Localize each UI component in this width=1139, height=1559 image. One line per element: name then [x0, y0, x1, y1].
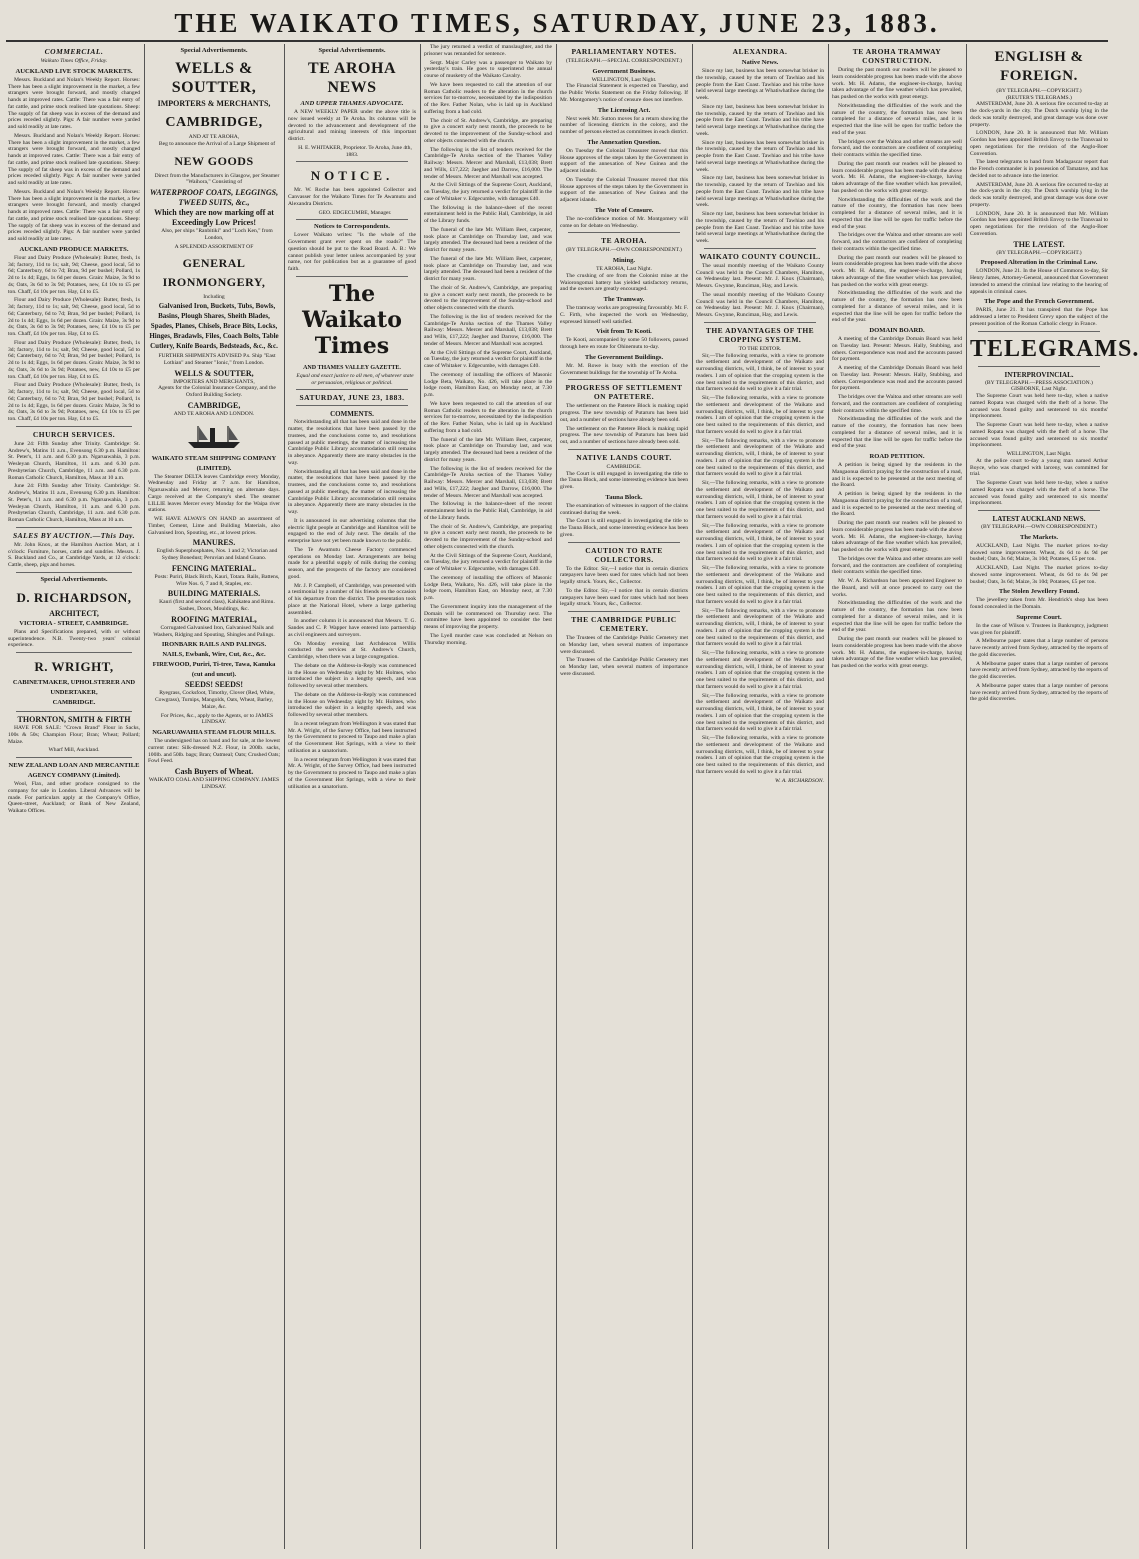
divider — [296, 405, 408, 406]
article-text: Notwithstanding all that has been said and done in the matter, the resolutions that have been passed by the trustees, and the conclusions come to, and resolutions passed at public meetings, the matter of increasing the Cambridge Public Library accommodation still remains in abeyance. Apparently there are many obstacles in the way. — [288, 468, 416, 515]
firm-subtitle: IMPORTERS & MERCHANTS, — [157, 99, 271, 108]
article-text: AUCKLAND, Last Night. The market prices to-day showed some improvement. Wheat, 4s 6d to 4s 9d per bushel; Oats, 3s 6d; Maize, 3s 10d; Potatoes, £5 per ton. — [970, 542, 1108, 563]
ad-text: The Steamer DELTA leaves Cambridge every Monday, Wednesday and Friday at 7 a.m. for Hamilton, Ngaruawahia and Mercer, returning on alternate days. Cargo received at the Company's shed. The steamer LILLIE leaves Mercer every Monday for the Waipa river stations. — [148, 473, 280, 514]
section-heading: NATIVE LANDS COURT. — [576, 452, 672, 462]
article-text: Notwithstanding the difficulties of the work and the nature of the country, the formation has now been completed for a distance of several miles, and it is expected that the line will be open for traffic before the end of the year. — [832, 102, 962, 136]
article-text: Mr. W. A. Richardson has been appointed Engineer to the Board, and will at once proceed to carry out the works. — [832, 578, 962, 598]
section-heading: SALES BY AUCTION.—This Day. — [12, 530, 136, 540]
divider — [704, 248, 816, 249]
article-heading: AUCKLAND LIVE STOCK MARKETS. — [15, 67, 133, 75]
divider — [704, 322, 816, 323]
divider — [568, 542, 680, 543]
article-text: The Supreme Court was held here to-day, when a native named Ropata was charged with the theft of a horse. The accused was found guilty and sentenced to six months' imprisonment. — [970, 393, 1108, 420]
article-text: Sir,—The following remarks, with a view to promote the settlement and development of the Waikato and surrounding districts, will, I think, be of interest to your readers. I am of opinion that the cropping system is the one best suited to the requirements of this district, and that farmers would do well to give it a fair trial. — [696, 480, 824, 520]
article-heading: Supreme Court. — [1016, 613, 1062, 621]
divider — [296, 276, 408, 277]
divider — [568, 449, 680, 450]
telegraph-credit: (TELEGRAPH.—SPECIAL CORRESPONDENT.) — [565, 58, 683, 64]
column-2 — [148, 44, 280, 1549]
article-text: The Te Awamutu Cheese Factory commenced operations on Monday last. Arrangements are being made for a plentiful supply of milk during the coming season, and the prospects of the factory are considered good. — [288, 546, 416, 580]
ad-text: Which they are now marking off at Exceedingly Low Prices! — [154, 208, 274, 227]
article-text: Mr. J. P. Campbell, of Cambridge, was presented with a testimonial by a number of his friends on the occasion of his departure from the district. The presentation took place at the National Hotel, where a large gathering assembled. — [288, 582, 416, 616]
article-text: The following is the list of tenders received for the Cambridge-Te Aroha section of the Thames Valley Railway: Messrs. Mercer and Marshall, £13,038; Brett and Wills, £17,222; Jaegher and Darrow, £16,000. The tender of Messrs. Mercer and Marshall was accepted. — [424, 146, 552, 180]
article-text: It is announced in our advertising columns that the electric light people at Cambridge and Hamilton will be engaged to the end of July next. The details of the enterprise have not yet been made known to the public. — [288, 517, 416, 544]
section-heading: PARLIAMENTARY NOTES. — [571, 47, 677, 56]
column-8 — [970, 44, 1139, 1549]
article-text: LONDON, June 21. In the House of Commons to-day, Sir Henry James, Attorney-General, announced that Government intended to amend the criminal law relating to the hearing of appeals in criminal cases. — [970, 268, 1108, 295]
article-text: Messrs. Buckland and Nolan's Weekly Report. Horses: There has been a slight improvement in the market, a few strangers were brought forward, and mostly changed hands at improved rates. Cattle: There was a fair entry of fat cattle, and prime stock realised late quotations. Sheep: The supply of fat sheep was in excess of the demand and prices receded slightly. Pigs: A fair number were yarded and sold readily at late rates. — [8, 132, 140, 186]
column-6 — [696, 44, 824, 1549]
ad-text: HAVE FOR SALE: "Crown Brand" Flour in Sacks, 100s & 50s; Champion Flour; Bran; Wheat; Pollard; Maize. — [8, 725, 140, 745]
ad-name: THORNTON, SMITH & FIRTH — [17, 715, 131, 724]
column-rule — [556, 44, 557, 1549]
article-text: The following is the balance-sheet of the recent entertainment held in the Public Hall, Cambridge, in aid of the Library funds. — [424, 501, 552, 521]
article-text: The Lyell murder case was concluded at Nelson on Thursday morning. — [424, 632, 552, 646]
telegraph-credit: (BY TELEGRAPH.—OWN CORRESPONDENT.) — [981, 524, 1097, 531]
ad-text: The undersigned has on hand and for sale, at the lowest current rates: Silk-dressed N.Z. Flour, in 200lb. sacks, 100lb. and 50lb. bags; Bran; Oatmeal; Oats; Crushed Oats; Fowl Feed. — [148, 738, 280, 765]
article-text: Sergt. Major Carley was a passenger to Waikato by yesterday's train. He goes to superintend the annual course of musketry of the Waikato Cavalry. — [424, 59, 552, 79]
article-text: PARIS, June 21. It has transpired that the Pope has addressed a letter to President Grevy upon the subject of the present position of the Roman Catholic clergy in France. — [970, 307, 1108, 327]
ad-text: A NEW WEEKLY PAPER under the above title is now issued weekly at Te Aroha. Its columns will be devoted to the advancement and development of the agricultural and mining interests of this important district. — [288, 109, 416, 142]
article-text: June 24: Fifth Sunday after Trinity. Cambridge: St. Andrew's, Matins 11 a.m., Evensong 6.30 p.m. Hamilton: St. Peter's, 11 a.m. and 6.30 p.m. Ngaruawahia, 3 p.m. Wesleyan Church, Hamilton, 11 a.m. and 6.30 p.m. Presbyterian Church, Cambridge, 11 a.m. and 6.30 p.m. Roman Catholic Church, Hamilton, Mass at 10 a.m. — [8, 483, 140, 523]
dateline: WELLINGTON, Last Night. — [1006, 451, 1072, 458]
divider — [16, 426, 132, 427]
article-text: The usual monthly meeting of the Waikato County Council was held in the Council Chambers, Hamilton, on Wednesday last. Present: Mr. J. Knox (Chairman), Messrs. Gwynne, Runciman, Hay, and Lewis. — [696, 262, 824, 289]
ad-highlight: NEW GOODS — [174, 153, 254, 168]
article-text: Flour and Dairy Produce (Wholesale): Butter, fresh, 1s 3d; factory, 11d to 1s; salt, 9d; Cheese, good local, 5d to 6d; Canterbury, 6d to 7d; Bran, 9d per bushel; Pollard, 1s 2d to 1s 4d; Eggs, 1s 6d per dozen. Grain: Maize, 3s 9d to 4s; Oats, 3s 6d to 3s 9d; Potatoes, new, £4 10s to £5 per ton. Chaff, £4 10s per ton. Hay, £4 to £5. — [8, 382, 140, 422]
article-text: In another column it is announced that Messrs. T. G. Sandes and C. P. Wapper have entered into partnership as civil engineers and surveyors. — [288, 618, 416, 638]
section-heading: ALEXANDRA. — [732, 47, 788, 56]
section-heading: Special Advertisements. — [40, 575, 108, 583]
section-heading: Special Advertisements. — [180, 47, 248, 54]
article-text: Lower Waikato writes: "Is the whole of the Government grant ever spent on the roads?" The question should be put to the Road Board. A. B.: We cannot publish your letter unless accompanied by your name, not for publication but as a guarantee of good faith. — [288, 232, 416, 272]
article-text: The settlement on the Patetere Block is making rapid progress. The new township of Putaruru has been laid out, and a number of sections have already been sold. — [560, 403, 688, 423]
article-text: Sir,—The following remarks, with a view to promote the settlement and development of the Waikato and surrounding districts, will, I think, be of interest to your readers. I am of opinion that the cropping system is the one best suited to the requirements of this district, and that farmers would do well to give it a fair trial. — [696, 437, 824, 478]
ad-name: SEEDS! SEEDS! — [184, 680, 244, 690]
article-text: Sir,—The following remarks, with a view to promote the settlement and development of the Waikato and surrounding districts, will, I think, be of interest to your readers. I am of opinion that the cropping system is the one best suited to the requirements of this district, and that farmers would do well to give it a fair trial. — [696, 735, 824, 775]
column-1 — [8, 44, 140, 1549]
article-heading: The Vote of Censure. — [594, 206, 654, 214]
firm-name: WELLS & SOUTTER, — [171, 60, 257, 96]
ad-name: FIREWOOD, Puriri, Ti-tree, Tawa, Kanuka (cut and uncut). — [152, 661, 276, 679]
article-text: During the past month our readers will be pleased to learn considerable progress has been made with the above work. Mr. H. Adams, the engineer-in-charge, having taken advantage of the fine weather which has prevailed, has pushed on the works with great energy. — [832, 160, 962, 194]
article-heading: Native News. — [741, 59, 779, 66]
article-heading: DOMAIN BOARD. — [869, 327, 925, 334]
ad-text: Plans and Specifications prepared, with or without superintendence. N.B. Twenty-two years' colonial experience. — [8, 628, 140, 649]
article-text: The funeral of the late Mr. William Beet, carpenter, took place at Cambridge on Thursday last, and was largely attended. The deceased had been a resident of the district for many years. — [424, 226, 552, 253]
section-heading: ENGLISH & FOREIGN. — [994, 49, 1084, 84]
article-text: At the Civil Sittings of the Supreme Court, Auckland, on Tuesday, the jury returned a verdict for plaintiff in the case of Whitaker v. Edgecumbe, with damages £40. — [424, 182, 552, 202]
divider — [16, 711, 132, 712]
article-text: Flour and Dairy Produce (Wholesale): Butter, fresh, 1s 3d; factory, 11d to 1s; salt, 9d; Cheese, good local, 5d to 6d; Canterbury, 6d to 7d; Bran, 9d per bushel; Pollard, 1s 2d to 1s 4d; Eggs, 1s 6d per dozen. Grain: Maize, 3s 9d to 4s; Oats, 3s 6d to 3s 9d; Potatoes, new, £4 10s to £5 per ton. Chaff, £4 10s per ton. Hay, £4 to £5. — [8, 254, 140, 295]
column-7 — [832, 44, 962, 1549]
notice-title: NOTICE. — [310, 168, 394, 184]
article-text: Since my last, business has been somewhat brisker in the township, caused by the return of Tawhiao and his people from the East Coast. Tawhiao and his tribe have held several large meetings at Whatiwhatihoe during the week. — [696, 139, 824, 173]
article-text: Since my last, business has been somewhat brisker in the township, caused by the return of Tawhiao and his people from the East Coast. Tawhiao and his tribe have held several large meetings at Whatiwhatihoe during the week. — [696, 103, 824, 137]
ad-text: A SPLENDID ASSORTMENT OF — [174, 243, 254, 250]
ad-text: Posts: Puriri, Black Birch, Kauri, Totara. Rails, Battens, Wire Nos. 6, 7 and 8, Staples, etc. — [154, 573, 280, 587]
section-heading: TE AROHA TRAMWAY CONSTRUCTION. — [852, 47, 942, 65]
article-text: A petition is being signed by the residents in the Mangaonua district praying for the construction of a road, and it is expected to be presented at the next meeting of the Board. — [832, 491, 962, 518]
article-text: At the Civil Sittings of the Supreme Court, Auckland, on Tuesday, the jury returned a verdict for plaintiff in the case of Whitaker v. Edgecumbe, with damages £40. — [424, 552, 552, 572]
ad-items: Galvanised Iron, Buckets, Tubs, Bowls, Basins, Plough Shares, Sheith Blades, Spades, Planes, Chisels, Brace Bits, Locks, Hinges, Bradawls, Files, Coach Bolts, Table Cutlery, Knife Boards, Bedsteads, &c., &c. — [149, 302, 279, 350]
newspaper-ad-subtitle: AND UPPER THAMES ADVOCATE. — [300, 100, 404, 107]
article-text: Sir,—The following remarks, with a view to promote the settlement and development of the Waikato and surrounding districts, will, I think, be of interest to your readers. I am of opinion that the cropping system is the one best suited to the requirements of this district, and that farmers would do well to give it a fair trial. — [696, 607, 824, 648]
section-heading: TE AROHA. — [601, 236, 647, 246]
ad-name: IRONBARK RAILS AND PALINGS. — [161, 641, 267, 649]
article-heading: Proposed Alteration in the Criminal Law. — [980, 259, 1098, 267]
article-text: The crushing of ore from the Colonist mine at the Waiorongomai battery has yielded satisfactory returns, and the owners are greatly encouraged. — [560, 272, 688, 293]
article-text: A meeting of the Cambridge Domain Board was held on Tuesday last. Present: Messrs. Hally, Stubbing, and others. Correspondence was read and the accounts passed for payment. — [832, 336, 962, 363]
article-text: The choir of St. Andrew's, Cambridge, are preparing to give a concert early next month, the proceeds to be devoted to the improvement of the Sunday-school and other objects connected with the church. — [424, 284, 552, 311]
dateline: WELLINGTON, Last Night. — [591, 76, 657, 83]
article-text: To the Editor. Sir,—I notice that in certain districts ratepayers have been sued for rates which had not been legally struck. Yours, &c., Collector. — [560, 565, 688, 586]
ad-highlight: GENERAL IRONMONGERY, — [162, 256, 266, 290]
ad-name: R. WRIGHT, — [34, 659, 114, 674]
section-heading: INTERPROVINCIAL. — [1004, 370, 1074, 379]
article-heading: Visit from Te Kooti. — [596, 328, 652, 336]
ad-text: Ryegrass, Cocksfoot, Timothy, Clover (Red, White, Cowgrass), Turnips, Mangolds, Oats, Wheat, Barley, Maize, &c. — [154, 690, 275, 710]
telegraph-credit: (BY TELEGRAPH.—COPYRIGHT.) — [996, 249, 1082, 256]
divider — [568, 232, 680, 233]
article-text: Sir,—The following remarks, with a view to promote the settlement and development of the Waikato and surrounding districts, will, I think, be of interest to your readers. I am of opinion that the cropping system is the one best suited to the requirements of this district, and that farmers would do well to give it a fair trial. — [696, 692, 824, 733]
article-text: A Melbourne paper states that a large number of persons have recently arrived from Sydney, attracted by the reports of the gold discoveries. — [970, 682, 1108, 703]
divider — [296, 161, 408, 162]
article-text: The funeral of the late Mr. William Beet, carpenter, took place at Cambridge on Thursday last, and was largely attended. The deceased had been a resident of the district for many years. — [424, 436, 552, 463]
section-heading: Special Advertisements. — [318, 47, 386, 54]
article-text: The Court is still engaged in investigating the title to the Tauna Block, and some interesting evidence has been given. — [560, 470, 688, 491]
article-text: During the past month our readers will be pleased to learn considerable progress has been made with the above work. Mr. H. Adams, the engineer-in-charge, having taken advantage of the fine weather which has prevailed, has pushed on the works with great energy. — [832, 636, 962, 669]
article-text: We have been requested to call the attention of our Roman Catholic readers to the alteration in the church services for to-morrow, necessitated by the indisposition of the Rev. Father Nolan, who is laid up in Auckland suffering from a bad cold. — [424, 81, 552, 115]
article-heading: Tauna Block. — [605, 493, 643, 501]
article-text: LONDON, June 20. It is announced that Mr. William Gordon has been appointed British Envoy to the Transvaal to open negotiations for the revision of the Anglo-Boer Convention. — [970, 130, 1108, 157]
article-text: In a recent telegram from Wellington it was stated that Mr. A. Wright, of the Survey Office, had been instructed by the Government to proceed to Taupo and make a plan of the Government Hot Springs, with a view to their utilisation as a sanatorium. — [288, 720, 416, 754]
article-text: Mr. John Knox, at the Hamilton Auction Mart, at 1 o'clock: Furniture, horses, cattle and sundries. Messrs. J. S. Buckland and Co., at Cambridge Yards, at 12 o'clock: Cattle, sheep, pigs and horses. — [8, 541, 140, 568]
divider — [568, 611, 680, 612]
letter-signature: W. A. RICHARDSON. — [775, 777, 824, 784]
article-text: Notwithstanding the difficulties of the work and the nature of the country, the formation has now been completed for a distance of several miles, and it is expected that the line will be open for traffic before the end of the year. — [832, 600, 962, 634]
article-text: The bridges over the Waitoa and other streams are well forward, and the contractors are confident of completing their contracts within the specified time. — [832, 394, 962, 414]
ad-name: WAIKATO STEAM SHIPPING COMPANY (LIMITED). — [151, 454, 277, 472]
article-text: Since my last, business has been somewhat brisker in the township, caused by the return of Tawhiao and his people from the East Coast. Tawhiao and his tribe have held several large meetings at Whatiwhatihoe during the week. — [696, 211, 824, 244]
column-rule — [284, 44, 285, 1549]
article-text: A Melbourne paper states that a large number of persons have recently arrived from Sydney, attracted by the reports of the gold discoveries. — [970, 660, 1108, 681]
article-text: In a recent telegram from Wellington it was stated that Mr. A. Wright, of the Survey Office, had been instructed by the Government to proceed to Taupo and make a plan of the Government Hot Springs, with a view to their utilisation as a sanatorium. — [288, 756, 416, 790]
article-text: The settlement on the Patetere Block is making rapid progress. The new township of Putaruru has been laid out, and a number of sections have already been sold. — [560, 425, 688, 446]
ad-title: CABINETMAKER, UPHOLSTERER AND UNDERTAKER, — [12, 679, 136, 696]
ad-text: Corrugated Galvanised Iron, Galvanised Nails and Washers, Ridging and Spouting, Shingles and Palings. — [153, 624, 275, 638]
article-text: Notwithstanding the difficulties of the work and the nature of the country, the formation has now been completed for a distance of several miles, and it is expected that the line will be open for traffic before the end of the year. — [832, 196, 962, 230]
column-rule — [692, 44, 693, 1549]
telegraph-credit: (BY TELEGRAPH.—OWN CORRESPONDENT.) — [566, 247, 682, 254]
newspaper-ad-title: TE AROHA NEWS — [307, 60, 396, 96]
divider — [16, 527, 132, 528]
article-text: The bridges over the Waitoa and other streams are well forward, and the contractors are confident of completing their contracts within the specified time. — [832, 555, 962, 576]
article-text: The Trustees of the Cambridge Public Cemetery met on Monday last, when several matters of importance were discussed. — [560, 657, 688, 677]
article-text: Sir,—The following remarks, with a view to promote the settlement and development of the Waikato and surrounding districts, will, I think, be of interest to your readers. I am of opinion that the cropping system is the one best suited to the requirements of this district, and that farmers would do well to give it a fair trial. — [696, 650, 824, 690]
town-name: CAMBRIDGE, — [165, 115, 263, 130]
column-rule — [420, 44, 421, 1549]
article-text: On Tuesday the Colonial Treasurer moved that this House approves of the steps taken by the Government in support of the annexation of New Guinea and the adjacent islands. — [560, 176, 688, 204]
ad-text: Wool, Flax, and other produce consigned to the company for sale in London. Liberal Advances will be made. For particulars apply at the Company's Office, Queen-street, Auckland; or Bank of New Zealand, Waikato Offices. — [8, 781, 140, 814]
article-text: The Supreme Court was held here to-day, when a native named Ropata was charged with the theft of a horse. The accused was found guilty and sentenced to six months' imprisonment. — [970, 480, 1108, 507]
article-heading: AUCKLAND PRODUCE MARKETS. — [19, 245, 129, 253]
article-text: During the past month our readers will be pleased to learn considerable progress has been made with the above work. Mr. H. Adams, the engineer-in-charge, having taken advantage of the fine weather which has prevailed, has pushed on the works with great energy. — [832, 520, 962, 553]
divider — [568, 379, 680, 380]
article-text: The jewellery taken from Mr. Hendrick's shop has been found concealed in the Domain. — [970, 597, 1108, 611]
section-heading: Notices to Correspondents. — [314, 223, 390, 231]
article-text: A Melbourne paper states that a large number of persons have recently arrived from Sydney, attracted by the reports of the gold discoveries. — [970, 638, 1108, 658]
telegraph-credit: (BY TELEGRAPH.—COPYRIGHT.) — [996, 88, 1082, 94]
ad-name: FENCING MATERIAL. — [171, 563, 257, 573]
ad-address: CAMBRIDGE. — [52, 699, 96, 706]
ad-name: BUILDING MATERIALS. — [167, 589, 261, 599]
article-text: AUCKLAND, Last Night. The market prices to-day showed some improvement. Wheat, 4s 6d to 4s 9d per bushel; Oats, 3s 6d; Maize, 3s 10d; Potatoes, £5 per ton. — [970, 565, 1108, 585]
article-text: The bridges over the Waitoa and other streams are well forward, and the contractors are confident of completing their contracts within the specified time. — [832, 232, 962, 252]
ad-signature: WAIKATO COAL AND SHIPPING COMPANY. JAMES LINDSAY. — [148, 777, 280, 790]
article-text: The Financial Statement is expected on Tuesday, and the Public Works Statement on the Friday following. If Mr. Montgomery's notice of censure does not interfere. — [560, 83, 688, 103]
article-text: During the past month our readers will be pleased to learn considerable progress has been made with the above work. Mr. H. Adams, the engineer-in-charge, having taken advantage of the fine weather which has prevailed, has pushed on the works with great energy. — [832, 254, 962, 288]
article-text: The ceremony of installing the officers of Masonic Lodge Beta, Waikato, No. 426, will take place in the lodge room, Hamilton East, on Monday next, at 7.30 p.m. — [424, 371, 552, 398]
dateline: CAMBRIDGE. — [606, 463, 642, 470]
article-text: Messrs. Buckland and Nolan's Weekly Report. Horses: There has been a slight improvement in the market, a few strangers were brought forward, and mostly changed hands at improved rates. Cattle: There was a fair entry of fat cattle, and prime stock realised late quotations. Sheep: The supply of fat sheep was in excess of the demand and prices receded slightly. Pigs: A fair number were yarded and sold readily at late rates. — [8, 188, 140, 242]
article-text: A petition is being signed by the residents in the Mangaonua district praying for the construction of a road, and it is expected to be presented at the next meeting of the Board. — [832, 462, 962, 489]
ad-text: Kauri (first and second class), Kahikatea and Rimu. Sashes, Doors, Mouldings, &c. — [159, 599, 275, 612]
article-text: Next week Mr. Sutton moves for a return showing the number of licensing districts in the colony, and the number of persons elected as committees in each district. — [560, 115, 688, 136]
section-heading: COMMERCIAL. — [44, 47, 104, 56]
divider — [978, 331, 1100, 332]
article-text: The following is the list of tenders received for the Cambridge-Te Aroha section of the Thames Valley Railway: Messrs. Mercer and Marshall, £13,038; Brett and Wills, £17,222; Jaegher and Darrow, £16,000. The tender of Messrs. Mercer and Marshall was accepted. — [424, 313, 552, 347]
article-text: AMSTERDAM, June 20. A serious fire occurred to-day at the dock-yards in the city. The Dutch warship lying in the dock was totally destroyed, and great damage was done over property. — [970, 101, 1108, 128]
divider — [978, 510, 1100, 511]
divider — [16, 572, 132, 573]
article-text: Since my last, business has been somewhat brisker in the township, caused by the return of Tawhiao and his people from the East Coast. Tawhiao and his tribe have held several large meetings at Whatiwhatihoe during the week. — [696, 175, 824, 209]
ad-address: VICTORIA - STREET, CAMBRIDGE. — [19, 619, 129, 627]
firm-subtitle: IMPORTERS AND MERCHANTS, — [173, 378, 255, 385]
section-heading: PROGRESS OF SETTLEMENT ON PATETERE. — [565, 383, 683, 402]
telegraph-credit: (BY TELEGRAPH.—PRESS ASSOCIATION.) — [985, 379, 1093, 386]
article-text: A meeting of the Cambridge Domain Board was held on Tuesday last. Present: Messrs. Hally, Stubbing, and others. Correspondence was read and the accounts passed for payment. — [832, 365, 962, 392]
article-heading: The Pope and the French Government. — [984, 298, 1094, 306]
letter-salutation: TO THE EDITOR. — [738, 345, 782, 352]
divider — [16, 757, 132, 758]
article-text: The examination of witnesses in support of the claims continued during the week. — [560, 502, 688, 516]
article-text: The following is the list of tenders received for the Cambridge-Te Aroha section of the Thames Valley Railway: Messrs. Mercer and Marshall, £13,038; Brett and Wills, £17,222; Jaegher and Darrow, £16,000. The tender of Messrs. Mercer and Marshall was accepted. — [424, 465, 552, 499]
section-heading: CHURCH SERVICES. — [32, 429, 116, 439]
article-text: The debate on the Address-in-Reply was commenced in the House on Wednesday night by Mr. Holmes, who introduced the subject in a lengthy speech, and was followed by several other members. — [288, 662, 416, 689]
divider — [296, 219, 408, 220]
article-text: The no-confidence motion of Mr. Montgomery will come on for debate on Wednesday. — [560, 215, 688, 229]
column-4 — [424, 44, 552, 1549]
article-heading: The Government Buildings. — [584, 353, 664, 361]
ad-text: Including — [203, 294, 225, 301]
issue-date: SATURDAY, JUNE 23, 1883. — [299, 393, 405, 403]
ad-text: Also, per ships "Ranbitiki" and "Loch Ken," from London, — [161, 228, 273, 241]
divider — [296, 389, 408, 390]
article-heading: The Tramway. — [603, 296, 645, 304]
article-text: To the Editor. Sir,—I notice that in certain districts ratepayers have been sued for rates which had not been legally struck. Yours, &c., Collector. — [560, 587, 688, 608]
section-heading: CAUTION TO RATE COLLECTORS. — [585, 545, 663, 564]
divider — [978, 366, 1100, 367]
article-text: Flour and Dairy Produce (Wholesale): Butter, fresh, 1s 3d; factory, 11d to 1s; salt, 9d; Cheese, good local, 5d to 6d; Canterbury, 6d to 7d; Bran, 9d per bushel; Pollard, 1s 2d to 1s 4d; Eggs, 1s 6d per dozen. Grain: Maize, 3s 9d to 4s; Oats, 3s 6d to 3s 9d; Potatoes, new, £4 10s to £5 per ton. Chaff, £4 10s per ton. Hay, £4 to £5. — [8, 339, 140, 380]
town-subtitle: AND AT TE AROHA, — [188, 134, 240, 140]
article-text: At the Civil Sittings of the Supreme Court, Auckland, on Tuesday, the jury returned a verdict for plaintiff in the case of Whitaker v. Edgecumbe, with damages £40. — [424, 349, 552, 369]
article-text: Sir,—The following remarks, with a view to promote the settlement and development of the Waikato and surrounding districts, will, I think, be of interest to your readers. I am of opinion that the cropping system is the one best suited to the requirements of this district, and that farmers would do well to give it a fair trial. — [696, 395, 824, 435]
ad-text: Direct from the Manufacturers in Glasgow, per Steamer "Waihora," Consisting of — [154, 172, 280, 186]
firm-name: WELLS & SOUTTER, — [174, 368, 254, 378]
article-text: The latest telegrams to hand from Madagascar report that the French commander is in possession of Tamatave, and has decided not to advance into the interior. — [970, 159, 1108, 179]
paper-title: The Waikato Times — [302, 280, 402, 359]
article-text: The jury returned a verdict of manslaughter, and the prisoner was remanded for sentence. — [424, 44, 552, 57]
column-3 — [288, 44, 416, 1549]
notice-text: Mr. W. Roche has been appointed Collector and Canvasser for the Waikato Times for Te Awamutu and Alexandra Districts. — [288, 187, 416, 207]
article-text: On Tuesday the Colonial Treasurer moved that this House approves of the steps taken by the Government in support of the annexation of New Guinea and the adjacent islands. — [560, 147, 688, 175]
article-text: The choir of St. Andrew's, Cambridge, are preparing to give a concert early next month, the proceeds to be devoted to the improvement of the Sunday-school and other objects connected with the church. — [424, 117, 552, 144]
article-text: The Government inquiry into the management of the Domain will be commenced on Thursday next. The committee have been appointed to consider the best means of improving the property. — [424, 603, 552, 630]
article-text: Notwithstanding all that has been said and done in the matter, the resolutions that have been passed by the trustees, and the conclusions come to, and resolutions passed at public meetings, the matter of increasing the Cambridge Public Library accommodation still remains in abeyance. Apparently there are many obstacles in the way. — [288, 419, 416, 466]
ad-text: English Superphosphates, Nos. 1 and 2; Victorian and Sydney Bonedust; Peruvian and Island Guano. — [156, 548, 278, 561]
article-text: Sir,—The following remarks, with a view to promote the settlement and development of the Waikato and surrounding districts, will, I think, be of interest to your readers. I am of opinion that the cropping system is the one best suited to the requirements of this district, and that farmers would do well to give it a fair trial. — [696, 522, 824, 563]
ad-text: WE HAVE ALWAYS ON HAND an assortment of Timber, Cement, Lime and Building Materials, also Galvanised Iron, Spouting, etc., at lowest prices. — [148, 516, 280, 536]
ad-name: D. RICHARDSON, — [16, 589, 132, 605]
dateline: Waikato Times Office, Friday. — [40, 58, 108, 64]
column-rule — [828, 44, 829, 1549]
ad-title: ARCHITECT, — [49, 608, 99, 618]
article-text: Mr. M. Rowe is busy with the erection of the Government buildings for the township of Te Aroha. — [560, 362, 688, 376]
steamship-icon — [184, 422, 244, 450]
article-heading: ROAD PETITION. — [869, 453, 925, 460]
section-heading: COMMENTS. — [330, 410, 374, 419]
ad-text: Beg to announce the Arrival of a Large Shipment of — [158, 140, 276, 147]
ad-name: MANURES. — [192, 538, 236, 548]
article-text: Messrs. Buckland and Nolan's Weekly Report. Horses: There has been a slight improvement in the market, a few strangers were brought forward, and mostly changed hands at improved rates. Cattle: There was a fair entry of fat cattle, and prime stock realised late quotations. Sheep: The supply of fat sheep was in excess of the demand and prices receded slightly. Pigs: A fair number were yarded and sold readily at late rates. — [8, 76, 140, 130]
section-heading: WAIKATO COUNTY COUNCIL. — [699, 251, 821, 261]
article-text: The Court is still engaged in investigating the title to the Tauna Block, and some interesting evidence has been given. — [560, 518, 688, 538]
ad-text: Agents for the Colonial Insurance Company, and the Oxford Building Society. — [158, 385, 276, 398]
paper-subtitle: AND THAMES VALLEY GAZETTE. — [303, 364, 401, 371]
article-text: Sir,—The following remarks, with a view to promote the settlement and development of the Waikato and surrounding districts, will, I think, be of interest to your readers. I am of opinion that the cropping system is the one best suited to the requirements of this district, and that farmers would do well to give it a fair trial. — [696, 352, 824, 393]
divider — [16, 652, 132, 653]
ad-name: NAILS, Ewbank, Wire, Cut, &c., &c. — [162, 651, 266, 659]
article-text: The usual monthly meeting of the Waikato County Council was held in the Council Chambers, Hamilton, on Wednesday last. Present: Mr. J. Knox (Chairman), Messrs. Gwynne, Runciman, Hay, and Lewis. — [696, 291, 824, 318]
ad-address: Wharf Mill, Auckland. — [48, 747, 100, 754]
article-text: LONDON, June 20. It is announced that Mr. William Gordon has been appointed British Envoy to the Transvaal to open negotiations for the revision of the Anglo-Boer Convention. — [970, 210, 1108, 237]
article-text: The Trustees of the Cambridge Public Cemetery met on Monday last, when several matters of importance were discussed. — [560, 635, 688, 655]
article-heading: The Stolen Jewellery Found. — [998, 588, 1080, 596]
ad-name: ROOFING MATERIAL, — [171, 614, 257, 624]
column-rule — [144, 44, 145, 1549]
section-heading: THE ADVANTAGES OF THE CROPPING SYSTEM. — [705, 325, 815, 344]
section-heading: LATEST AUCKLAND NEWS. — [992, 515, 1086, 524]
article-text: June 24: Fifth Sunday after Trinity. Cambridge: St. Andrew's, Matins 11 a.m., Evensong 6.30 p.m. Hamilton: St. Peter's, 11 a.m. and 6.30 p.m. Ngaruawahia, 3 p.m. Wesleyan Church, Hamilton, 11 a.m. and 6.30 p.m. Presbyterian Church, Cambridge, 11 a.m. and 6.30 p.m. Roman Catholic Church, Hamilton, Mass at 10 a.m. — [8, 440, 140, 481]
article-heading: The Annexation Question. — [587, 138, 661, 146]
article-text: Te Kooti, accompanied by some 50 followers, passed through here en route for Ohinemutu to-day. — [560, 337, 688, 351]
article-heading: The Licensing Act. — [597, 106, 651, 114]
masthead-rule — [6, 40, 1108, 42]
article-heading: Government Business. — [592, 67, 656, 75]
article-text: Since my last, business has been somewhat brisker in the township, caused by the return of Tawhiao and his people from the East Coast. Tawhiao and his tribe have held several large meetings at Whatiwhatihoe during the week. — [696, 68, 824, 101]
dateline: TE AROHA, Last Night. — [596, 266, 652, 273]
article-text: The ceremony of installing the officers of Masonic Lodge Beta, Waikato, No. 426, will take place in the lodge room, Hamilton East, on Monday next, at 7.30 p.m. — [424, 574, 552, 601]
paper-motto: Equal and exact justice to all men, of whatever state or persuasion, religious or political. — [296, 372, 414, 386]
article-text: Notwithstanding the difficulties of the work and the nature of the country, the formation has now been completed for a distance of several miles, and it is expected that the line will be open for traffic before the end of the year. — [832, 290, 962, 324]
article-text: The debate on the Address-in-Reply was commenced in the House on Wednesday night by Mr. Holmes, who introduced the subject in a lengthy speech, and was followed by several other members. — [288, 691, 416, 718]
article-text: Notwithstanding the difficulties of the work and the nature of the country, the formation has now been completed for a distance of several miles, and it is expected that the line will be open for traffic before the end of the year. — [832, 416, 962, 450]
town-name: CAMBRIDGE, — [187, 400, 241, 410]
ad-signature: H. E. WHITAKER, Proprietor. Te Aroha, June 4th, 1883. — [298, 144, 412, 158]
article-heading: The Markets. — [1019, 533, 1059, 541]
article-text: Flour and Dairy Produce (Wholesale): Butter, fresh, 1s 3d; factory, 11d to 1s; salt, 9d; Cheese, good local, 5d to 6d; Canterbury, 6d to 7d; Bran, 9d per bushel; Pollard, 1s 2d to 1s 4d; Eggs, 1s 6d per dozen. Grain: Maize, 3s 9d to 4s; Oats, 3s 6d to 3s 9d; Potatoes, new, £4 10s to £5 per ton. Chaff, £4 10s per ton. Hay, £4 to £5. — [8, 297, 140, 337]
ad-name: NEW ZEALAND LOAN AND MERCANTILE AGENCY COMPANY (Limited). — [8, 762, 140, 779]
ad-text: For Prices, &c., apply to the Agents, or to JAMES LINDSAY. — [160, 712, 274, 726]
article-heading: Mining. — [612, 257, 636, 265]
article-text: The choir of St. Andrew's, Cambridge, are preparing to give a concert early next month, the proceeds to be devoted to the improvement of the Sunday-school and other objects connected with the church. — [424, 523, 552, 550]
article-text: The bridges over the Waitoa and other streams are well forward, and the contractors are confident of completing their contracts within the specified time. — [832, 138, 962, 158]
article-text: The tramway works are progressing favourably. Mr. F. C. Firth, who inspected the work on Wednesday, expressed himself well satisfied. — [560, 305, 688, 325]
notice-signature: GEO. EDGECUMBE, Manager. — [318, 209, 392, 216]
column-rule — [966, 44, 967, 1549]
telegrams-heading: TELEGRAMS. — [970, 335, 1139, 362]
ad-text: FURTHER SHIPMENTS ADVISED P.s. Ship "East Lothian" and Steamer "Ionic," from London. — [158, 353, 276, 366]
section-heading: THE CAMBRIDGE PUBLIC CEMETERY. — [571, 615, 677, 634]
article-text: In the case of Wilson v. Trustees in Bankruptcy, judgment was given for plaintiff. — [970, 622, 1108, 636]
town-subtitle: AND TE AROHA AND LONDON. — [173, 410, 255, 417]
ad-name: NGARUAWAHIA STEAM FLOUR MILLS. — [152, 729, 276, 736]
column-5 — [560, 44, 688, 1549]
article-text: The Supreme Court was held here to-day, when a native named Ropata was charged with the theft of a horse. The accused was found guilty and sentenced to six months' imprisonment. — [970, 422, 1108, 449]
ad-items: WATERPROOF COATS, LEGGINGS, TWEED SUITS, &c., — [149, 188, 279, 207]
agency-credit: (REUTER'S TELEGRAMS.) — [1006, 94, 1072, 101]
ad-highlight: Cash Buyers of Wheat. — [174, 767, 254, 776]
dateline: GISBORNE, Last Night. — [1011, 386, 1067, 393]
article-text: On Monday evening last Archdeacon Willis conducted the services at St. Andrew's Church, Cambridge, when there was a large congregation. — [288, 640, 416, 660]
article-text: We have been requested to call the attention of our Roman Catholic readers to the alteration in the church services for to-morrow, necessitated by the indisposition of the Rev. Father Nolan, who is laid up in Auckland suffering from a bad cold. — [424, 400, 552, 434]
masthead: THE WAIKATO TIMES, SATURDAY, JUNE 23, 1883. — [174, 8, 940, 38]
article-text: Sir,—The following remarks, with a view to promote the settlement and development of the Waikato and surrounding districts, will, I think, be of interest to your readers. I am of opinion that the cropping system is the one best suited to the requirements of this district, and that farmers would do well to give it a fair trial. — [696, 565, 824, 605]
article-text: The funeral of the late Mr. William Beet, carpenter, took place at Cambridge on Thursday last, and was largely attended. The deceased had been a resident of the district for many years. — [424, 255, 552, 282]
article-text: During the past month our readers will be pleased to learn considerable progress has been made with the above work. Mr. H. Adams, the engineer-in-charge, having taken advantage of the fine weather which has prevailed, has pushed on the works with great energy. — [832, 67, 962, 100]
article-text: AMSTERDAM, June 20. A serious fire occurred to-day at the dock-yards in the city. The Dutch warship lying in the dock was totally destroyed, and great damage was done over property. — [970, 181, 1108, 208]
article-text: At the police court to-day a young man named Arthur Boyce, who was charged with larceny, was committed for trial. — [970, 457, 1108, 478]
article-text: The following is the balance-sheet of the recent entertainment held in the Public Hall, Cambridge, in aid of the Library funds. — [424, 204, 552, 224]
section-heading: THE LATEST. — [1013, 239, 1065, 249]
